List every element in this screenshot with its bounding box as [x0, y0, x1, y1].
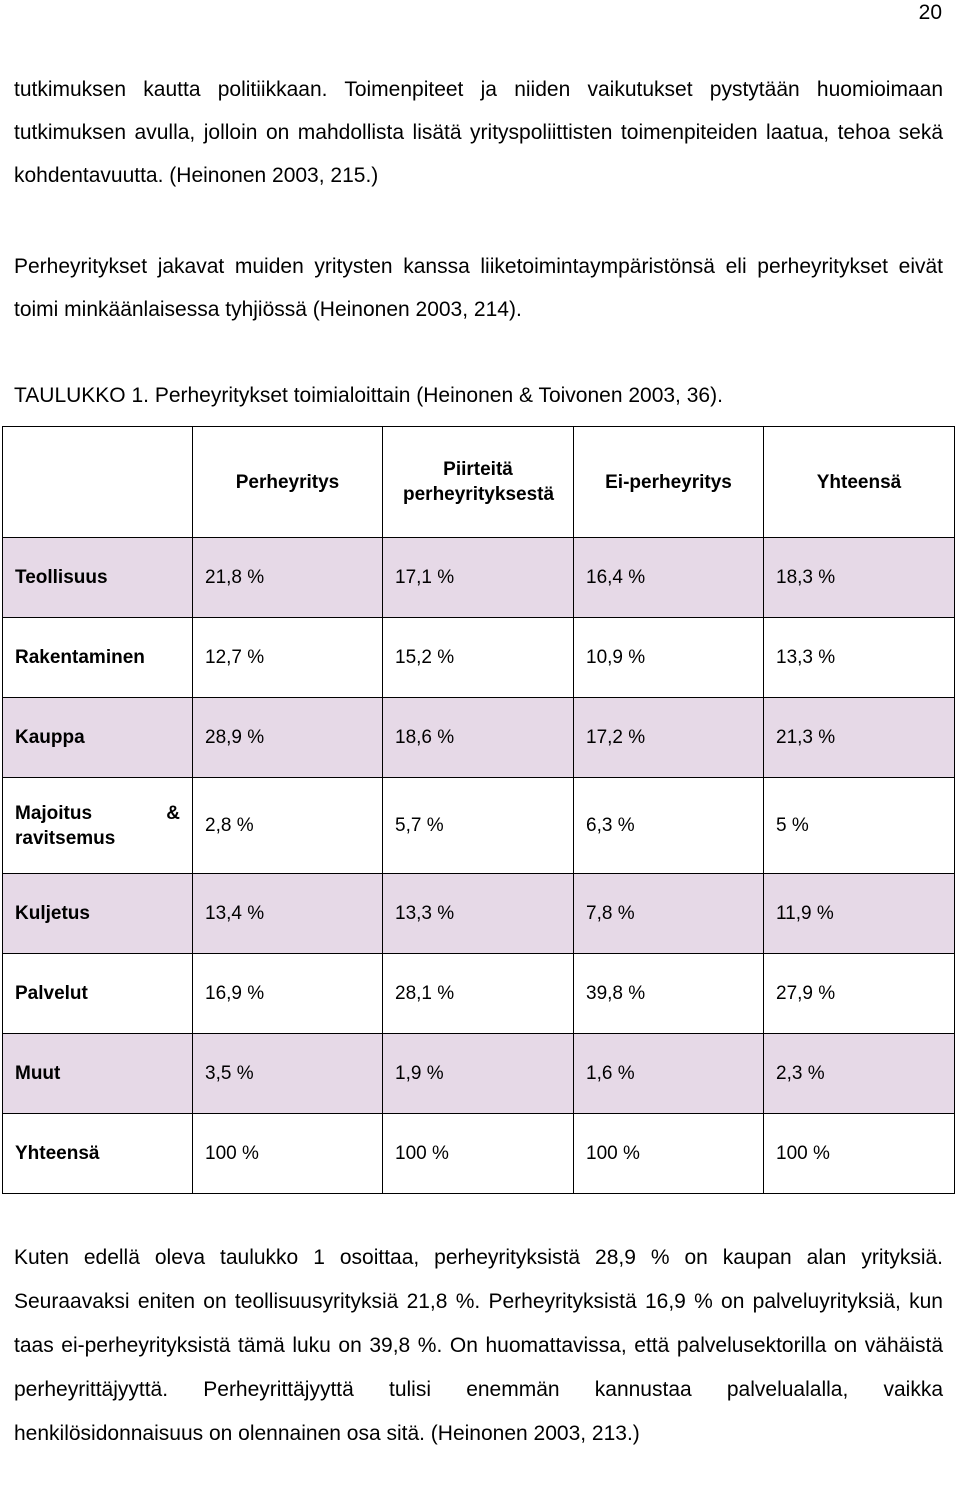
header-empty — [3, 427, 193, 538]
cell-value: 1,6 % — [574, 1034, 764, 1114]
table-row — [3, 618, 955, 698]
table-row-total — [3, 1114, 955, 1194]
body-paragraph-2 — [14, 245, 943, 331]
header-piirteita: Piirteitä perheyrityksestä — [383, 427, 574, 538]
cell-value: 2,8 % — [193, 778, 383, 874]
cell-value: 13,4 % — [193, 874, 383, 954]
row-category: Muut — [3, 1034, 193, 1114]
row-category: Teollisuus — [3, 538, 193, 618]
cell-value: 18,6 % — [383, 698, 574, 778]
row-category: Palvelut — [3, 954, 193, 1034]
table-row — [3, 874, 955, 954]
cell-value: 21,8 % — [193, 538, 383, 618]
table-row — [3, 778, 955, 874]
table-caption — [14, 380, 943, 412]
cell-value: 100 % — [193, 1114, 383, 1194]
row-category: Majoitus & ravitsemus — [3, 778, 193, 874]
cell-value: 3,5 % — [193, 1034, 383, 1114]
table-header-row — [3, 427, 955, 538]
paragraph-text: tutkimuksen kautta politiikkaan. Toimenpiteet ja niiden vaikutukset pystytään huomioimaan tutkimuksen avulla, jolloin on mahdollista lisätä yrityspoliittisten toimenpiteiden laatua, tehoa sekä kohdentavuutta. (Heinonen 2003, 215.) — [14, 78, 943, 187]
cell-value: 13,3 % — [764, 618, 955, 698]
row-category: Yhteensä — [3, 1114, 193, 1194]
header-ei-perheyritys: Ei-perheyritys — [574, 427, 764, 538]
cell-value: 17,2 % — [574, 698, 764, 778]
cell-value: 1,9 % — [383, 1034, 574, 1114]
cell-value: 5 % — [764, 778, 955, 874]
industry-table — [2, 426, 955, 1194]
cell-value: 5,7 % — [383, 778, 574, 874]
cell-value: 100 % — [764, 1114, 955, 1194]
cell-value: 27,9 % — [764, 954, 955, 1034]
table-row — [3, 538, 955, 618]
cell-value: 6,3 % — [574, 778, 764, 874]
row-category: Rakentaminen — [3, 618, 193, 698]
cell-value: 2,3 % — [764, 1034, 955, 1114]
row-category: Kauppa — [3, 698, 193, 778]
cell-value: 21,3 % — [764, 698, 955, 778]
paragraph-text: Perheyritykset jakavat muiden yritysten kanssa liiketoimintaympäristönsä eli perheyritykset eivät toimi minkäänlaisessa tyhjiössä (Heinonen 2003, 214). — [14, 255, 943, 321]
header-yhteensa: Yhteensä — [764, 427, 955, 538]
body-paragraph-1 — [14, 68, 943, 197]
cell-value: 39,8 % — [574, 954, 764, 1034]
table-row — [3, 698, 955, 778]
cell-value: 28,1 % — [383, 954, 574, 1034]
cell-value: 28,9 % — [193, 698, 383, 778]
table-row — [3, 1034, 955, 1114]
cell-value: 10,9 % — [574, 618, 764, 698]
cell-value: 100 % — [574, 1114, 764, 1194]
page-number: 20 — [918, 1, 942, 24]
cell-value: 15,2 % — [383, 618, 574, 698]
row-category: Kuljetus — [3, 874, 193, 954]
cell-value: 16,4 % — [574, 538, 764, 618]
cell-value: 100 % — [383, 1114, 574, 1194]
header-perheyritys: Perheyritys — [193, 427, 383, 538]
cell-value: 12,7 % — [193, 618, 383, 698]
paragraph-text: Kuten edellä oleva taulukko 1 osoittaa, perheyrityksistä 28,9 % on kaupan alan yrityksiä. Seuraavaksi eniten on teollisuusyrityksiä 21,8 %. Perheyrityksistä 16,9 % on palveluyrityksiä, kun taas ei-perheyrityksistä tämä luku on 39,8 %. On huomattavissa, että palvelusektorilla on vähäistä perheyrittäjyyttä. Perheyrittäjyyttä tulisi enemmän kannustaa palvelualalla, vaikka henkilösidonnaisuus on olennainen osa sitä. (Heinonen 2003, 213.) — [14, 1246, 943, 1445]
cell-value: 11,9 % — [764, 874, 955, 954]
cell-value: 13,3 % — [383, 874, 574, 954]
body-paragraph-3 — [14, 1236, 943, 1456]
cell-value: 18,3 % — [764, 538, 955, 618]
cell-value: 16,9 % — [193, 954, 383, 1034]
cell-value: 17,1 % — [383, 538, 574, 618]
caption-text: TAULUKKO 1. Perheyritykset toimialoittain (Heinonen & Toivonen 2003, 36). — [14, 384, 723, 407]
cell-value: 7,8 % — [574, 874, 764, 954]
table-row — [3, 954, 955, 1034]
